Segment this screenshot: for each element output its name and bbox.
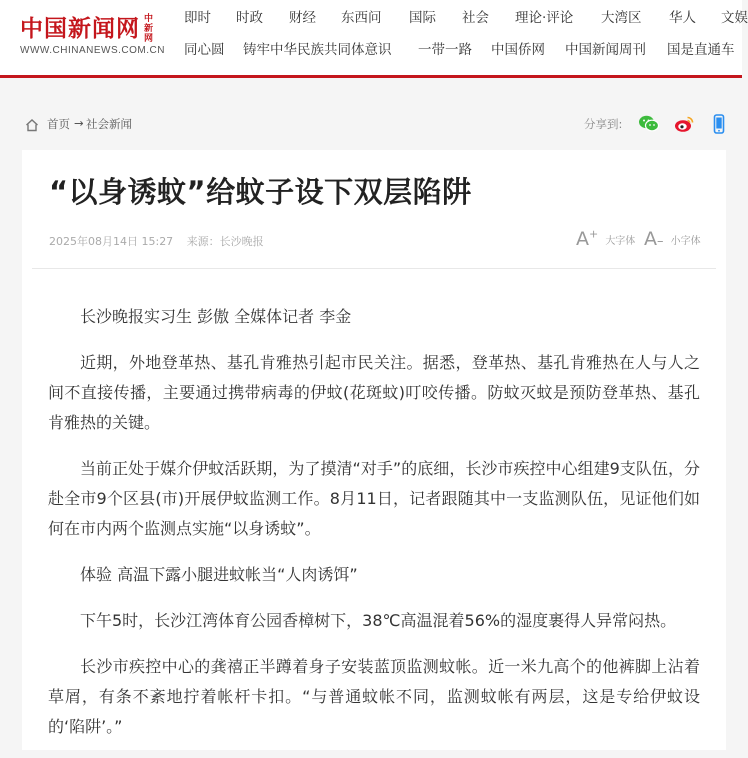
font-large-label: 大字体 xyxy=(605,235,636,247)
weibo-icon[interactable] xyxy=(673,114,695,134)
nav-item-tongxinyuan[interactable]: 同心圆 xyxy=(184,42,225,58)
main-nav-row-2 xyxy=(0,38,742,62)
wechat-icon[interactable] xyxy=(638,114,660,134)
main-nav-row-1 xyxy=(0,6,748,30)
breadcrumb-section-link[interactable]: 社会新闻 xyxy=(86,117,132,131)
nav-item-guoji[interactable]: 国际 xyxy=(409,10,436,26)
site-header xyxy=(0,0,748,78)
nav-item-caijing[interactable]: 财经 xyxy=(289,10,316,26)
title-divider xyxy=(32,268,716,269)
article-meta xyxy=(49,233,264,249)
nav-item-yidaiyilu[interactable]: 一带一路 xyxy=(418,42,472,58)
nav-item-zhongguoqiaowang[interactable]: 中国侨网 xyxy=(491,42,545,58)
nav-item-zhulao[interactable]: 铸牢中华民族共同体意识 xyxy=(243,42,392,58)
nav-item-jishi[interactable]: 即时 xyxy=(184,10,211,26)
article-paragraph: 近期，外地登革热、基孔肯雅热引起市民关注。据悉，登革热、基孔肯雅热在人与人之间不直接传播，主要通过携带病毒的伊蚊(花斑蚊)叮咬传播。防蚊灭蚊是预防登革热、基孔肯雅热的关键。 xyxy=(48,353,700,432)
nav-item-shehui[interactable]: 社会 xyxy=(462,10,489,26)
nav-item-dongxiwen[interactable]: 东西问 xyxy=(341,10,382,26)
nav-item-guoshizhitongche[interactable]: 国是直通车 xyxy=(667,42,735,58)
logo-small-text: 中新网 xyxy=(144,14,154,44)
font-large-icon: A+ xyxy=(576,228,599,251)
font-small-icon: A– xyxy=(644,228,664,250)
logo-english-text: WWW.CHINANEWS.COM.CN xyxy=(20,45,165,56)
article-card xyxy=(22,150,726,750)
nav-item-wenyu[interactable]: 文娱 xyxy=(721,10,748,26)
article-paragraph: 当前正处于媒介伊蚊活跃期，为了摸清“对手”的底细，长沙市疾控中心组建9支队伍，分赴全市9个区县(市)开展伊蚊监测工作。8月11日，记者跟随其中一支监测队伍，见证他们如何在市内两个监测点实施“以身诱蚊”。 xyxy=(48,459,700,538)
logo-chinese-text: 中国新闻网 xyxy=(20,15,140,42)
nav-item-xinwenzhoukan[interactable]: 中国新闻周刊 xyxy=(565,42,646,58)
mobile-icon[interactable] xyxy=(708,114,730,134)
nav-item-lilun-pinglun[interactable]: 理论·评论 xyxy=(515,10,574,26)
font-size-small-button[interactable] xyxy=(644,228,701,250)
font-size-large-button[interactable] xyxy=(576,228,635,250)
nav-item-dawanqu[interactable]: 大湾区 xyxy=(601,10,642,26)
article-title: “以身诱蚊”给蚊子设下双层陷阱 xyxy=(49,175,472,209)
article-paragraph: 下午5时，长沙江湾体育公园香樟树下，38℃高温混着56%的湿度裹得人异常闷热。 xyxy=(80,611,677,630)
breadcrumb-bar xyxy=(22,112,726,138)
share-label: 分享到: xyxy=(584,117,623,131)
article-byline: 长沙晚报实习生 彭傲 全媒体记者 李金 xyxy=(80,307,352,326)
article-date: 2025年08月14日 15:27 xyxy=(49,235,174,248)
nav-item-huaren[interactable]: 华人 xyxy=(669,10,696,26)
nav-item-shizheng[interactable]: 时政 xyxy=(236,10,263,26)
article-source: 来源：长沙晚报 xyxy=(186,235,264,248)
article-subheading: 体验 高温下露小腿进蚊帐当“人肉诱饵” xyxy=(80,565,358,584)
home-icon[interactable] xyxy=(25,117,39,131)
breadcrumb-home-link[interactable]: 首页 xyxy=(47,117,70,131)
article-body xyxy=(48,302,700,758)
article-paragraph: 长沙市疾控中心的龚禧正半蹲着身子安装蓝顶监测蚊帐。近一米九高个的他裤脚上沾着草屑，有条不紊地拧着帐杆卡扣。“与普通蚊帐不同，监测蚊帐有两层，这是专给伊蚊设的‘陷阱’。” xyxy=(48,657,700,736)
breadcrumb-arrow: → xyxy=(74,116,84,130)
font-small-label: 小字体 xyxy=(670,235,701,247)
